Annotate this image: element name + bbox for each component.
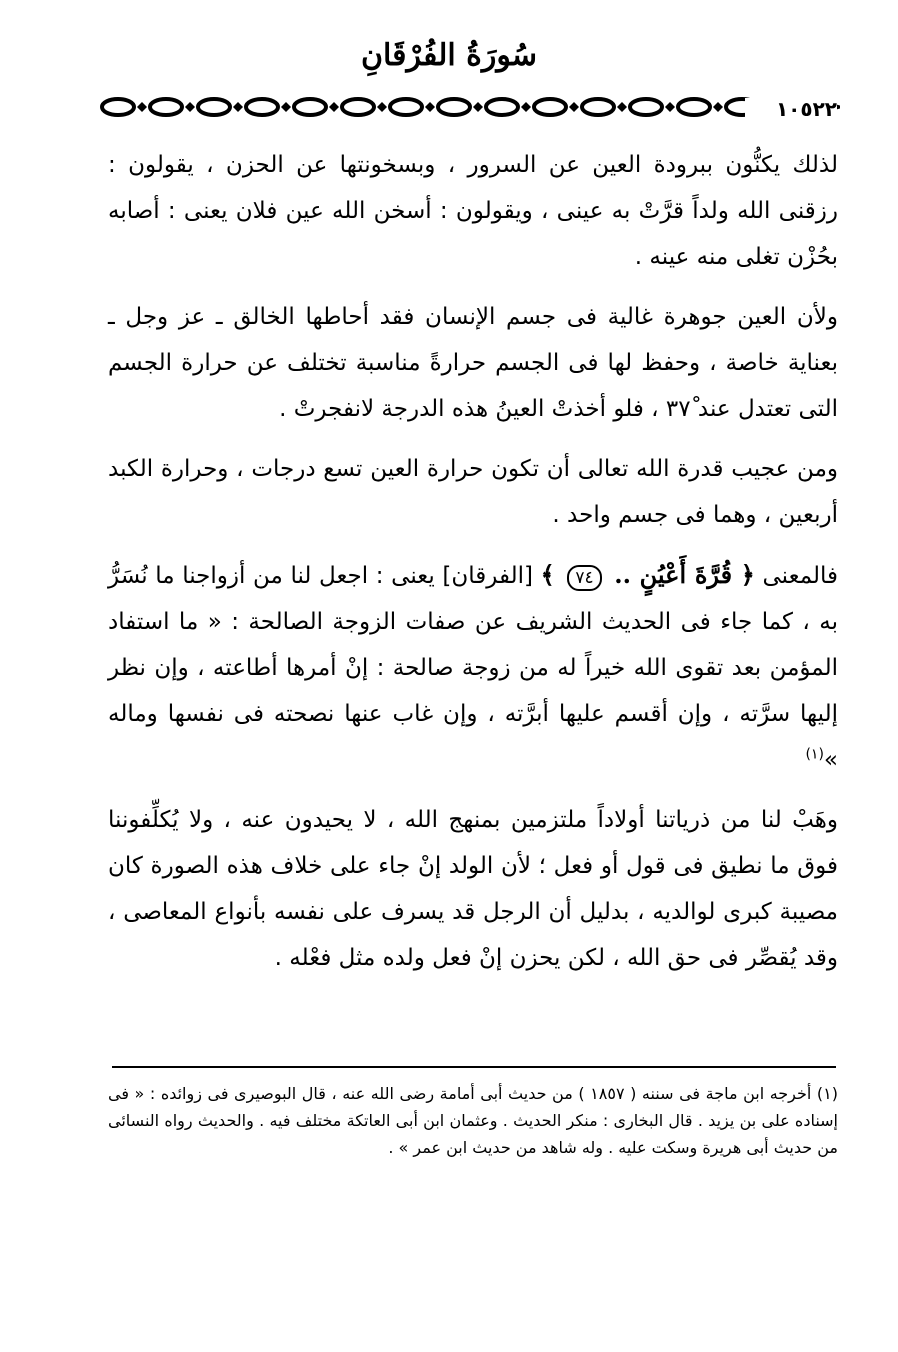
- paragraph-4-text: [الفرقان] يعنى : اجعل لنا من أزواجنا ما نُسَرُّ به ، كما جاء فى الحديث الشريف عن صفات الزوجة الصالحة : « ما استفاد المؤمن بعد تقوى الله خيراً له من زوجة صالحة : إنْ أمرها أطاعته ، وإن نظر إليها سرَّته ، وإن أقسم عليها أبرَّته ، وإن غاب عنها نصحته فى نفسها وماله »: [108, 563, 838, 773]
- ayah-number: ٧٤: [567, 565, 601, 591]
- paragraph-3: ومن عجيب قدرة الله تعالى أن تكون حرارة العين تسع درجات ، وحرارة الكبد أربعين ، وهما فى جسم واحد .: [108, 456, 838, 528]
- paragraph-5: وهَبْ لنا من ذرياتنا أولاداً ملتزمين بمنهج الله ، لا يحيدون عنه ، ولا يُكلِّفوننا فوق ما نطيق فى قول أو فعل ؛ لأن الولد إنْ جاء على خلاف هذه الصورة كان مصيبة كبرى لوالديه ، بدليل أن الرجل قد يسرف على نفسه بأنواع المعاصى ، وقد يُقصِّر فى حق الله ، لكن يحزن إنْ فعل ولده مثل فعْله .: [108, 807, 838, 971]
- footnote-divider: [112, 1066, 836, 1068]
- paragraph-2: ولأن العين جوهرة غالية فى جسم الإنسان فقد أحاطها الخالق ـ عز وجل ـ بعناية خاصة ، وحفظ لها فى الجسم حرارةً مناسبة تختلف عن حرارة الجسم التى تعتدل عند ٣٧ْ ، فلو أخذتْ العينُ هذه الدرجة لانفجرتْ .: [108, 304, 838, 422]
- footnote-text: (١) أخرجه ابن ماجة فى سننه ( ١٨٥٧ ) من حديث أبى أمامة رضى الله عنه ، قال البوصيرى فى زوائده : « فى إسناده على بن يزيد . قال البخارى : منكر الحديث . وعثمان ابن أبى العاتكة مختلف فيه . والحديث رواه النسائى من حديث أبى هريرة وسكت عليه . وله شاهد من حديث ابن عمر » .: [108, 1084, 838, 1157]
- page-number: ١٠٥٢٢: [745, 98, 837, 120]
- paragraph-4-intro: فالمعنى: [762, 563, 839, 589]
- paragraph-1: لذلك يكنُّون ببرودة العين عن السرور ، وبسخونتها عن الحزن ، يقولون : رزقنى الله ولداً قرَّتْ به عينى ، ويقولون : أسخن الله عين فلان يعنى : أصابه بحُزْن تغلى منه عينه .: [108, 152, 838, 270]
- footnote-reference: (١): [805, 746, 824, 763]
- footnote: [108, 1080, 838, 1161]
- paragraph-4: [108, 552, 838, 783]
- main-text: [108, 142, 838, 995]
- quran-verse: ﴿ قُرَّةَ أَعْيُنٍ ..: [605, 560, 755, 589]
- ornamental-border: [100, 95, 840, 119]
- quran-verse-close: ﴾: [540, 560, 564, 589]
- surah-title: سُورَةُ الفُرْقَانِ: [360, 38, 537, 73]
